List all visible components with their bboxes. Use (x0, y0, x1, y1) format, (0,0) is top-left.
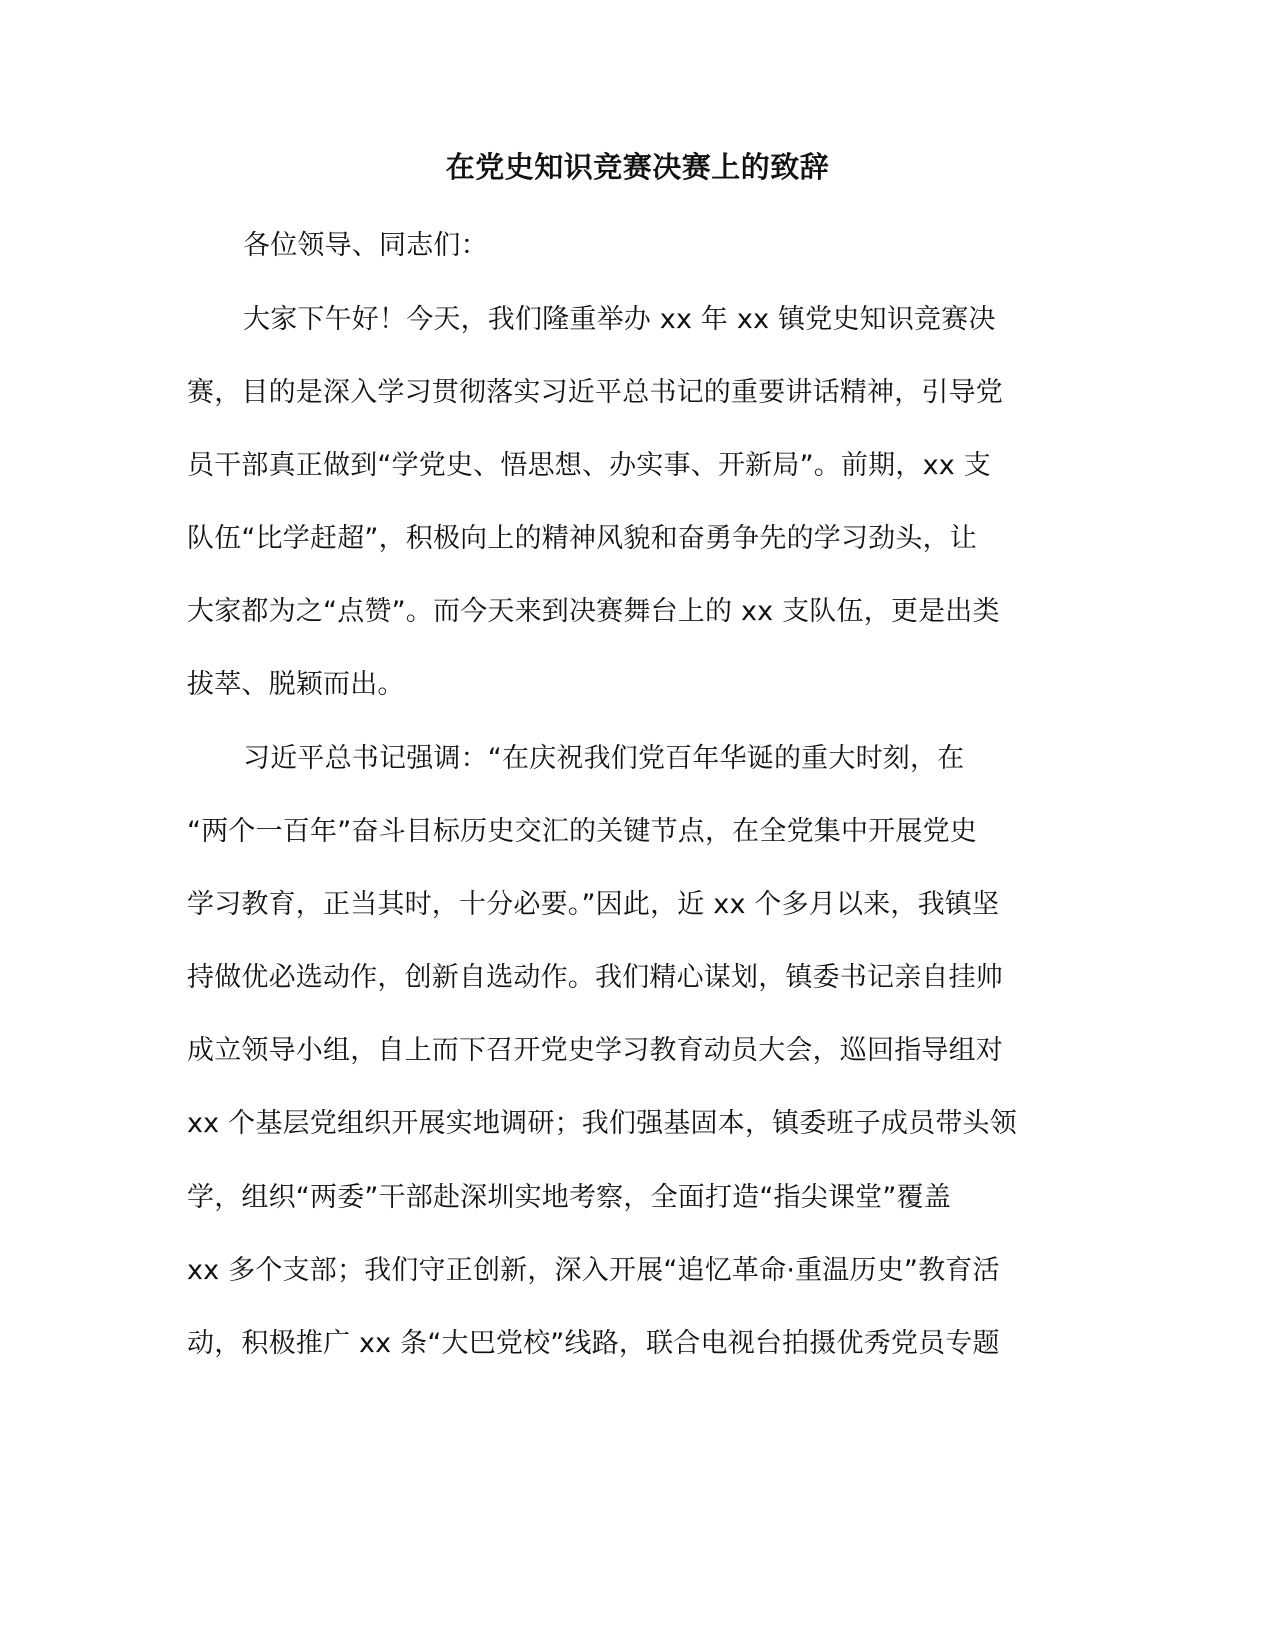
document-title: 在党史知识竞赛决赛上的致辞 (445, 150, 830, 184)
paragraph-1-line-3: 员干部真正做到“学党史、悟思想、办实事、开新局”。前期，xx 支 (187, 450, 991, 481)
paragraph-2-line-7: 学，组织“两委”干部赴深圳实地考察，全面打造“指尖课堂”覆盖 (187, 1182, 951, 1213)
paragraph-1-line-1: 大家下午好！今天，我们隆重举办 xx 年 xx 镇党史知识竞赛决 (243, 304, 996, 335)
paragraph-1-line-4: 队伍“比学赶超”，积极向上的精神风貌和奋勇争先的学习劲头，让 (187, 523, 977, 554)
paragraph-2-line-4: 持做优必选动作，创新自选动作。我们精心谋划，镇委书记亲自挂帅 (187, 962, 1003, 993)
paragraph-2-line-6: xx 个基层党组织开展实地调研；我们强基固本，镇委班子成员带头领 (187, 1108, 1017, 1139)
paragraph-2-line-1: 习近平总书记强调：“在庆祝我们党百年华诞的重大时刻，在 (243, 743, 965, 774)
paragraph-2-line-8: xx 多个支部；我们守正创新，深入开展“追忆革命·重温历史”教育活 (187, 1255, 1000, 1286)
salutation: 各位领导、同志们： (243, 230, 488, 261)
paragraph-2-line-5: 成立领导小组，自上而下召开党史学习教育动员大会，巡回指导组对 (187, 1035, 1003, 1066)
paragraph-1-line-5: 大家都为之“点赞”。而今天来到决赛舞台上的 xx 支队伍，更是出类 (187, 596, 1000, 627)
paragraph-1-line-6: 拔萃、脱颖而出。 (187, 669, 405, 700)
paragraph-1-line-2: 赛，目的是深入学习贯彻落实习近平总书记的重要讲话精神，引导党 (187, 377, 1003, 408)
paragraph-2-line-9: 动，积极推广 xx 条“大巴党校”线路，联合电视台拍摄优秀党员专题 (187, 1328, 1000, 1359)
paragraph-2-line-2: “两个一百年”奋斗目标历史交汇的关键节点，在全党集中开展党史 (187, 816, 977, 847)
paragraph-2-line-3: 学习教育，正当其时，十分必要。”因此，近 xx 个多月以来，我镇坚 (187, 889, 1000, 920)
